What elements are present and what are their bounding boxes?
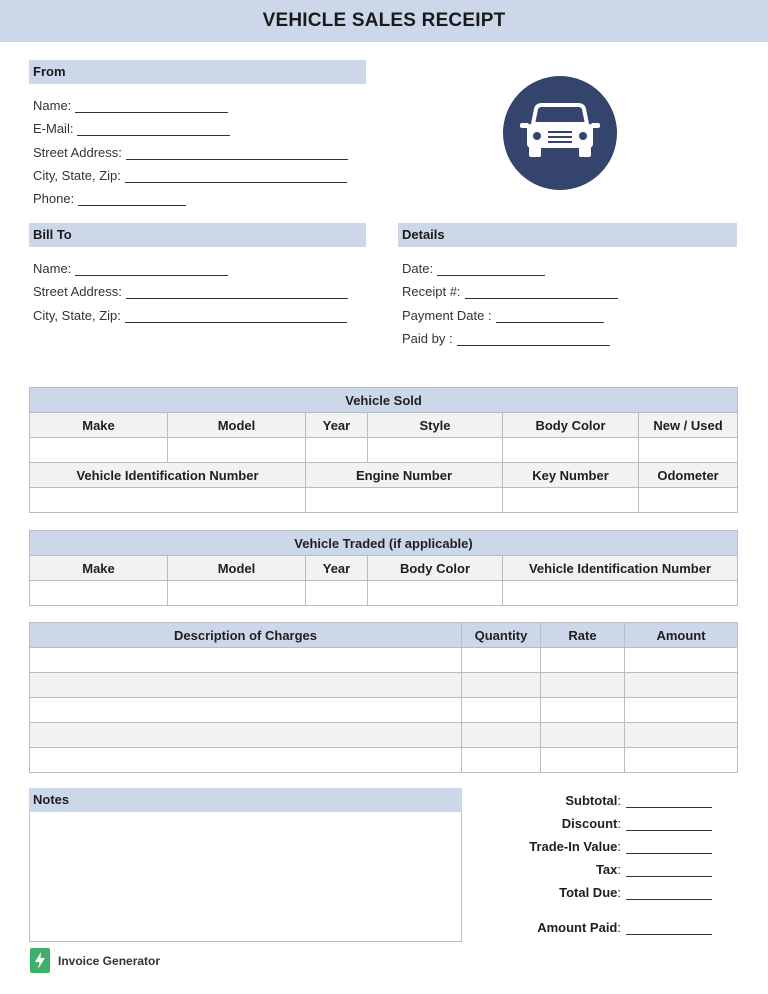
traded-year-cell[interactable] <box>306 581 368 606</box>
charge-amount-cell[interactable] <box>625 723 738 748</box>
charges-row <box>30 723 738 748</box>
discount-field[interactable] <box>470 816 712 831</box>
details-paid-by-field[interactable] <box>402 331 610 346</box>
sold-model-header: Model <box>168 413 306 438</box>
discount-label: Discount <box>561 816 618 831</box>
charge-rate-cell[interactable] <box>541 723 625 748</box>
notes-heading: Notes <box>29 788 462 812</box>
tax-colon: : <box>617 862 621 877</box>
amount-paid-field[interactable] <box>470 920 712 935</box>
charges-row <box>30 698 738 723</box>
vehicle-sold-heading: Vehicle Sold <box>30 388 738 413</box>
vehicle-traded-table <box>29 530 738 606</box>
from-city-field[interactable] <box>33 168 347 183</box>
tax-label: Tax <box>595 862 618 877</box>
charge-rate-cell[interactable] <box>541 698 625 723</box>
charges-row <box>30 748 738 773</box>
from-name-field[interactable] <box>33 98 228 113</box>
traded-model-cell[interactable] <box>168 581 306 606</box>
from-heading: From <box>29 60 366 84</box>
charge-quantity-cell[interactable] <box>462 723 541 748</box>
bill-name-field[interactable] <box>33 261 228 276</box>
sold-odometer-header: Odometer <box>639 463 738 488</box>
charge-description-cell[interactable] <box>30 673 462 698</box>
charge-description-cell[interactable] <box>30 698 462 723</box>
bill-city-label: City, State, Zip: <box>33 308 121 323</box>
from-street-label: Street Address: <box>33 145 122 160</box>
traded-vin-header: Vehicle Identification Number <box>503 556 738 581</box>
traded-make-header: Make <box>30 556 168 581</box>
bill-name-label: Name: <box>33 261 72 276</box>
traded-body-color-cell[interactable] <box>368 581 503 606</box>
sold-body-color-header: Body Color <box>503 413 639 438</box>
charge-description-cell[interactable] <box>30 748 462 773</box>
sold-key-header: Key Number <box>503 463 639 488</box>
brand-name: Invoice Generator <box>58 953 161 968</box>
charge-quantity-cell[interactable] <box>462 673 541 698</box>
traded-make-cell[interactable] <box>30 581 168 606</box>
subtotal-label: Subtotal <box>565 793 618 808</box>
sold-make-cell[interactable] <box>30 438 168 463</box>
charge-rate-cell[interactable] <box>541 673 625 698</box>
vehicle-traded-heading: Vehicle Traded (if applicable) <box>30 531 738 556</box>
details-receipt-field[interactable] <box>402 284 618 299</box>
total-due-label: Total Due <box>559 885 618 900</box>
charges-quantity-header: Quantity <box>462 623 541 648</box>
sold-model-cell[interactable] <box>168 438 306 463</box>
lightning-bolt-icon <box>30 948 50 973</box>
page-title: VEHICLE SALES RECEIPT <box>262 10 506 31</box>
charge-rate-cell[interactable] <box>541 748 625 773</box>
total-due-field[interactable] <box>470 885 712 900</box>
subtotal-field[interactable] <box>470 793 712 808</box>
from-email-field[interactable] <box>33 121 230 136</box>
sold-style-cell[interactable] <box>368 438 503 463</box>
charges-row <box>30 648 738 673</box>
from-city-label: City, State, Zip: <box>33 168 121 183</box>
charges-rate-header: Rate <box>541 623 625 648</box>
traded-body-color-header: Body Color <box>368 556 503 581</box>
charge-quantity-cell[interactable] <box>462 648 541 673</box>
sold-style-header: Style <box>368 413 503 438</box>
traded-vin-cell[interactable] <box>503 581 738 606</box>
subtotal-colon: : <box>617 793 621 808</box>
details-paid-by-label: Paid by : <box>402 331 453 346</box>
charge-rate-cell[interactable] <box>541 648 625 673</box>
trade-in-value-colon: : <box>617 839 621 854</box>
details-payment-date-label: Payment Date : <box>402 308 492 323</box>
charge-quantity-cell[interactable] <box>462 698 541 723</box>
sold-vin-header: Vehicle Identification Number <box>30 463 306 488</box>
sold-engine-header: Engine Number <box>306 463 503 488</box>
sold-engine-cell[interactable] <box>306 488 503 513</box>
amount-paid-colon: : <box>617 920 621 935</box>
from-phone-label: Phone: <box>33 191 75 206</box>
charge-amount-cell[interactable] <box>625 748 738 773</box>
notes-textarea[interactable] <box>29 812 462 942</box>
details-date-label: Date: <box>402 261 434 276</box>
vehicle-sold-table <box>29 387 738 513</box>
charge-quantity-cell[interactable] <box>462 748 541 773</box>
footer-brand <box>30 948 160 973</box>
trade-in-value-field[interactable] <box>470 839 712 854</box>
from-street-field[interactable] <box>33 145 348 160</box>
from-phone-field[interactable] <box>33 191 186 206</box>
discount-colon: : <box>617 816 621 831</box>
bill-street-field[interactable] <box>33 284 348 299</box>
title-bar <box>0 0 768 42</box>
tax-field[interactable] <box>470 862 712 877</box>
charge-amount-cell[interactable] <box>625 698 738 723</box>
total-due-colon: : <box>617 885 621 900</box>
logo-circle <box>503 76 617 190</box>
charge-description-cell[interactable] <box>30 723 462 748</box>
from-name-label: Name: <box>33 98 72 113</box>
amount-paid-label: Amount Paid <box>537 920 618 935</box>
charge-amount-cell[interactable] <box>625 673 738 698</box>
sold-new-used-header: New / Used <box>639 413 738 438</box>
charges-row <box>30 673 738 698</box>
sold-make-header: Make <box>30 413 168 438</box>
sold-year-cell[interactable] <box>306 438 368 463</box>
details-heading: Details <box>398 223 737 247</box>
from-email-label: E-Mail: <box>33 121 74 136</box>
charge-description-cell[interactable] <box>30 648 462 673</box>
details-date-field[interactable] <box>402 261 545 276</box>
sold-body-color-cell[interactable] <box>503 438 639 463</box>
bill-to-heading: Bill To <box>29 223 366 247</box>
bill-city-field[interactable] <box>33 308 347 323</box>
traded-year-header: Year <box>306 556 368 581</box>
charges-description-header: Description of Charges <box>30 623 462 648</box>
sold-new-used-cell[interactable] <box>639 438 738 463</box>
bill-street-label: Street Address: <box>33 284 122 299</box>
details-payment-date-field[interactable] <box>402 308 604 323</box>
sold-odometer-cell[interactable] <box>639 488 738 513</box>
charge-amount-cell[interactable] <box>625 648 738 673</box>
details-receipt-label: Receipt #: <box>402 284 461 299</box>
sold-key-cell[interactable] <box>503 488 639 513</box>
charges-table <box>29 622 738 773</box>
sold-year-header: Year <box>306 413 368 438</box>
car-icon <box>503 76 617 190</box>
traded-model-header: Model <box>168 556 306 581</box>
sold-vin-cell[interactable] <box>30 488 306 513</box>
trade-in-value-label: Trade-In Value <box>529 839 618 854</box>
charges-amount-header: Amount <box>625 623 738 648</box>
